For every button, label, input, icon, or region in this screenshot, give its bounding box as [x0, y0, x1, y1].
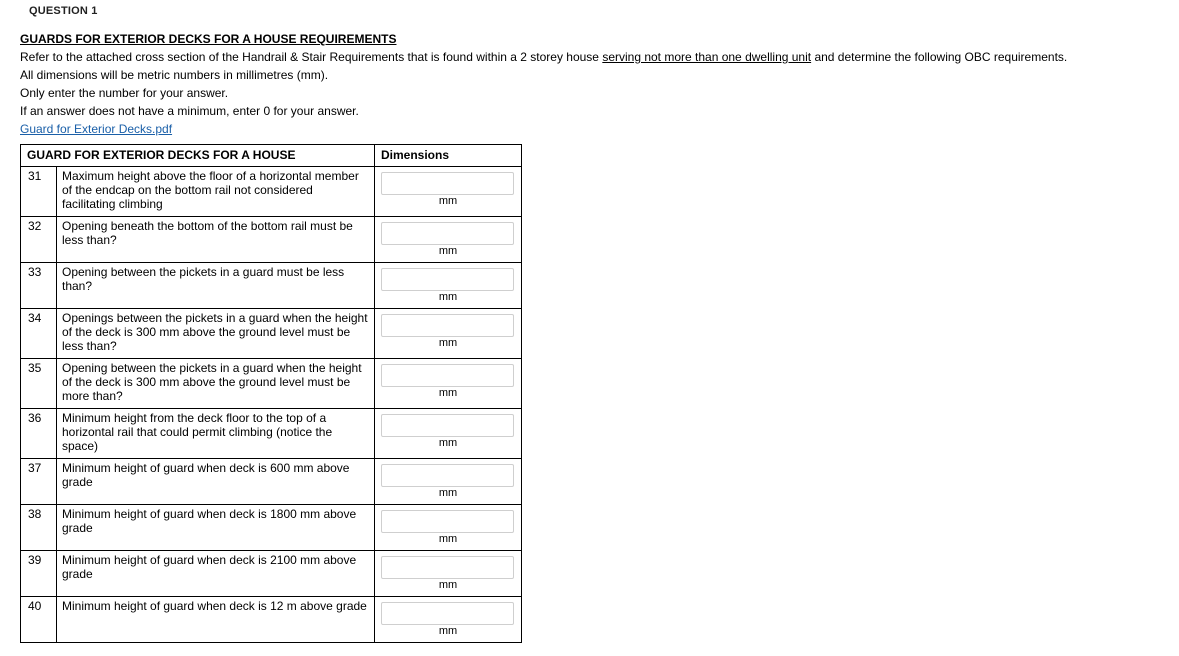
row-description: Openings between the pickets in a guard when the height of the deck is 300 mm above the ground level must be less than?	[57, 309, 375, 359]
unit-label: mm	[438, 291, 458, 303]
answer-input-34[interactable]	[381, 314, 514, 337]
requirements-table	[20, 144, 522, 643]
table-row	[21, 309, 522, 359]
table-row	[21, 551, 522, 597]
unit-label: mm	[438, 487, 458, 499]
table-row	[21, 217, 522, 263]
row-answer-cell	[375, 359, 522, 409]
intro-text-pre: Refer to the attached cross section of the Handrail & Stair Requirements that is found within a 2 storey house	[20, 50, 603, 64]
row-description: Opening between the pickets in a guard must be less than?	[57, 263, 375, 309]
row-answer-cell	[375, 167, 522, 217]
attachment-link-row	[20, 122, 1170, 137]
table-header-row	[21, 145, 522, 167]
answer-input-37[interactable]	[381, 464, 514, 487]
question-label: QUESTION 1	[29, 5, 98, 17]
table-row	[21, 505, 522, 551]
table-header-dimensions: Dimensions	[375, 145, 522, 167]
answer-input-33[interactable]	[381, 268, 514, 291]
instruction-units: All dimensions will be metric numbers in millimetres (mm).	[20, 68, 329, 82]
table-row	[21, 597, 522, 643]
answer-input-31[interactable]	[381, 172, 514, 195]
row-number: 36	[21, 409, 57, 459]
table-header-title: GUARD FOR EXTERIOR DECKS FOR A HOUSE	[21, 145, 375, 167]
row-description: Minimum height of guard when deck is 12 m above grade	[57, 597, 375, 643]
table-row	[21, 409, 522, 459]
row-number: 32	[21, 217, 57, 263]
row-answer-cell	[375, 551, 522, 597]
row-description: Minimum height of guard when deck is 2100 mm above grade	[57, 551, 375, 597]
row-description: Opening between the pickets in a guard when the height of the deck is 300 mm above the ground level must be more than?	[57, 359, 375, 409]
row-answer-cell	[375, 409, 522, 459]
table-row	[21, 459, 522, 505]
row-description: Opening beneath the bottom of the bottom rail must be less than?	[57, 217, 375, 263]
row-number: 33	[21, 263, 57, 309]
answer-input-40[interactable]	[381, 602, 514, 625]
row-description: Maximum height above the floor of a horizontal member of the endcap on the bottom rail not considered facilitating climbing	[57, 167, 375, 217]
row-answer-cell	[375, 505, 522, 551]
row-number: 35	[21, 359, 57, 409]
row-answer-cell	[375, 597, 522, 643]
row-number: 39	[21, 551, 57, 597]
question-content	[20, 32, 1170, 137]
row-number: 40	[21, 597, 57, 643]
section-heading: GUARDS FOR EXTERIOR DECKS FOR A HOUSE REQUIREMENTS	[20, 32, 397, 46]
row-description: Minimum height of guard when deck is 1800 mm above grade	[57, 505, 375, 551]
answer-input-35[interactable]	[381, 364, 514, 387]
row-number: 34	[21, 309, 57, 359]
table-row	[21, 167, 522, 217]
table-row	[21, 263, 522, 309]
row-description: Minimum height of guard when deck is 600 mm above grade	[57, 459, 375, 505]
unit-label: mm	[438, 387, 458, 399]
table-row	[21, 359, 522, 409]
instruction-number-only: Only enter the number for your answer.	[20, 86, 229, 100]
instruction-zero-minimum: If an answer does not have a minimum, enter 0 for your answer.	[20, 104, 359, 118]
unit-label: mm	[438, 533, 458, 545]
intro-text-post: and determine the following OBC requirements.	[811, 50, 1068, 64]
answer-input-38[interactable]	[381, 510, 514, 533]
row-description: Minimum height from the deck floor to the top of a horizontal rail that could permit climbing (notice the space)	[57, 409, 375, 459]
intro-paragraph	[20, 50, 1170, 65]
row-number: 37	[21, 459, 57, 505]
intro-text-underlined: serving not more than one dwelling unit	[602, 50, 812, 64]
unit-label: mm	[438, 195, 458, 207]
attachment-link[interactable]: Guard for Exterior Decks.pdf	[20, 122, 173, 136]
row-answer-cell	[375, 217, 522, 263]
answer-input-39[interactable]	[381, 556, 514, 579]
row-number: 31	[21, 167, 57, 217]
unit-label: mm	[438, 579, 458, 591]
row-answer-cell	[375, 459, 522, 505]
answer-input-36[interactable]	[381, 414, 514, 437]
unit-label: mm	[438, 437, 458, 449]
answer-input-32[interactable]	[381, 222, 514, 245]
unit-label: mm	[438, 245, 458, 257]
unit-label: mm	[438, 337, 458, 349]
row-number: 38	[21, 505, 57, 551]
row-answer-cell	[375, 309, 522, 359]
row-answer-cell	[375, 263, 522, 309]
unit-label: mm	[438, 625, 458, 637]
